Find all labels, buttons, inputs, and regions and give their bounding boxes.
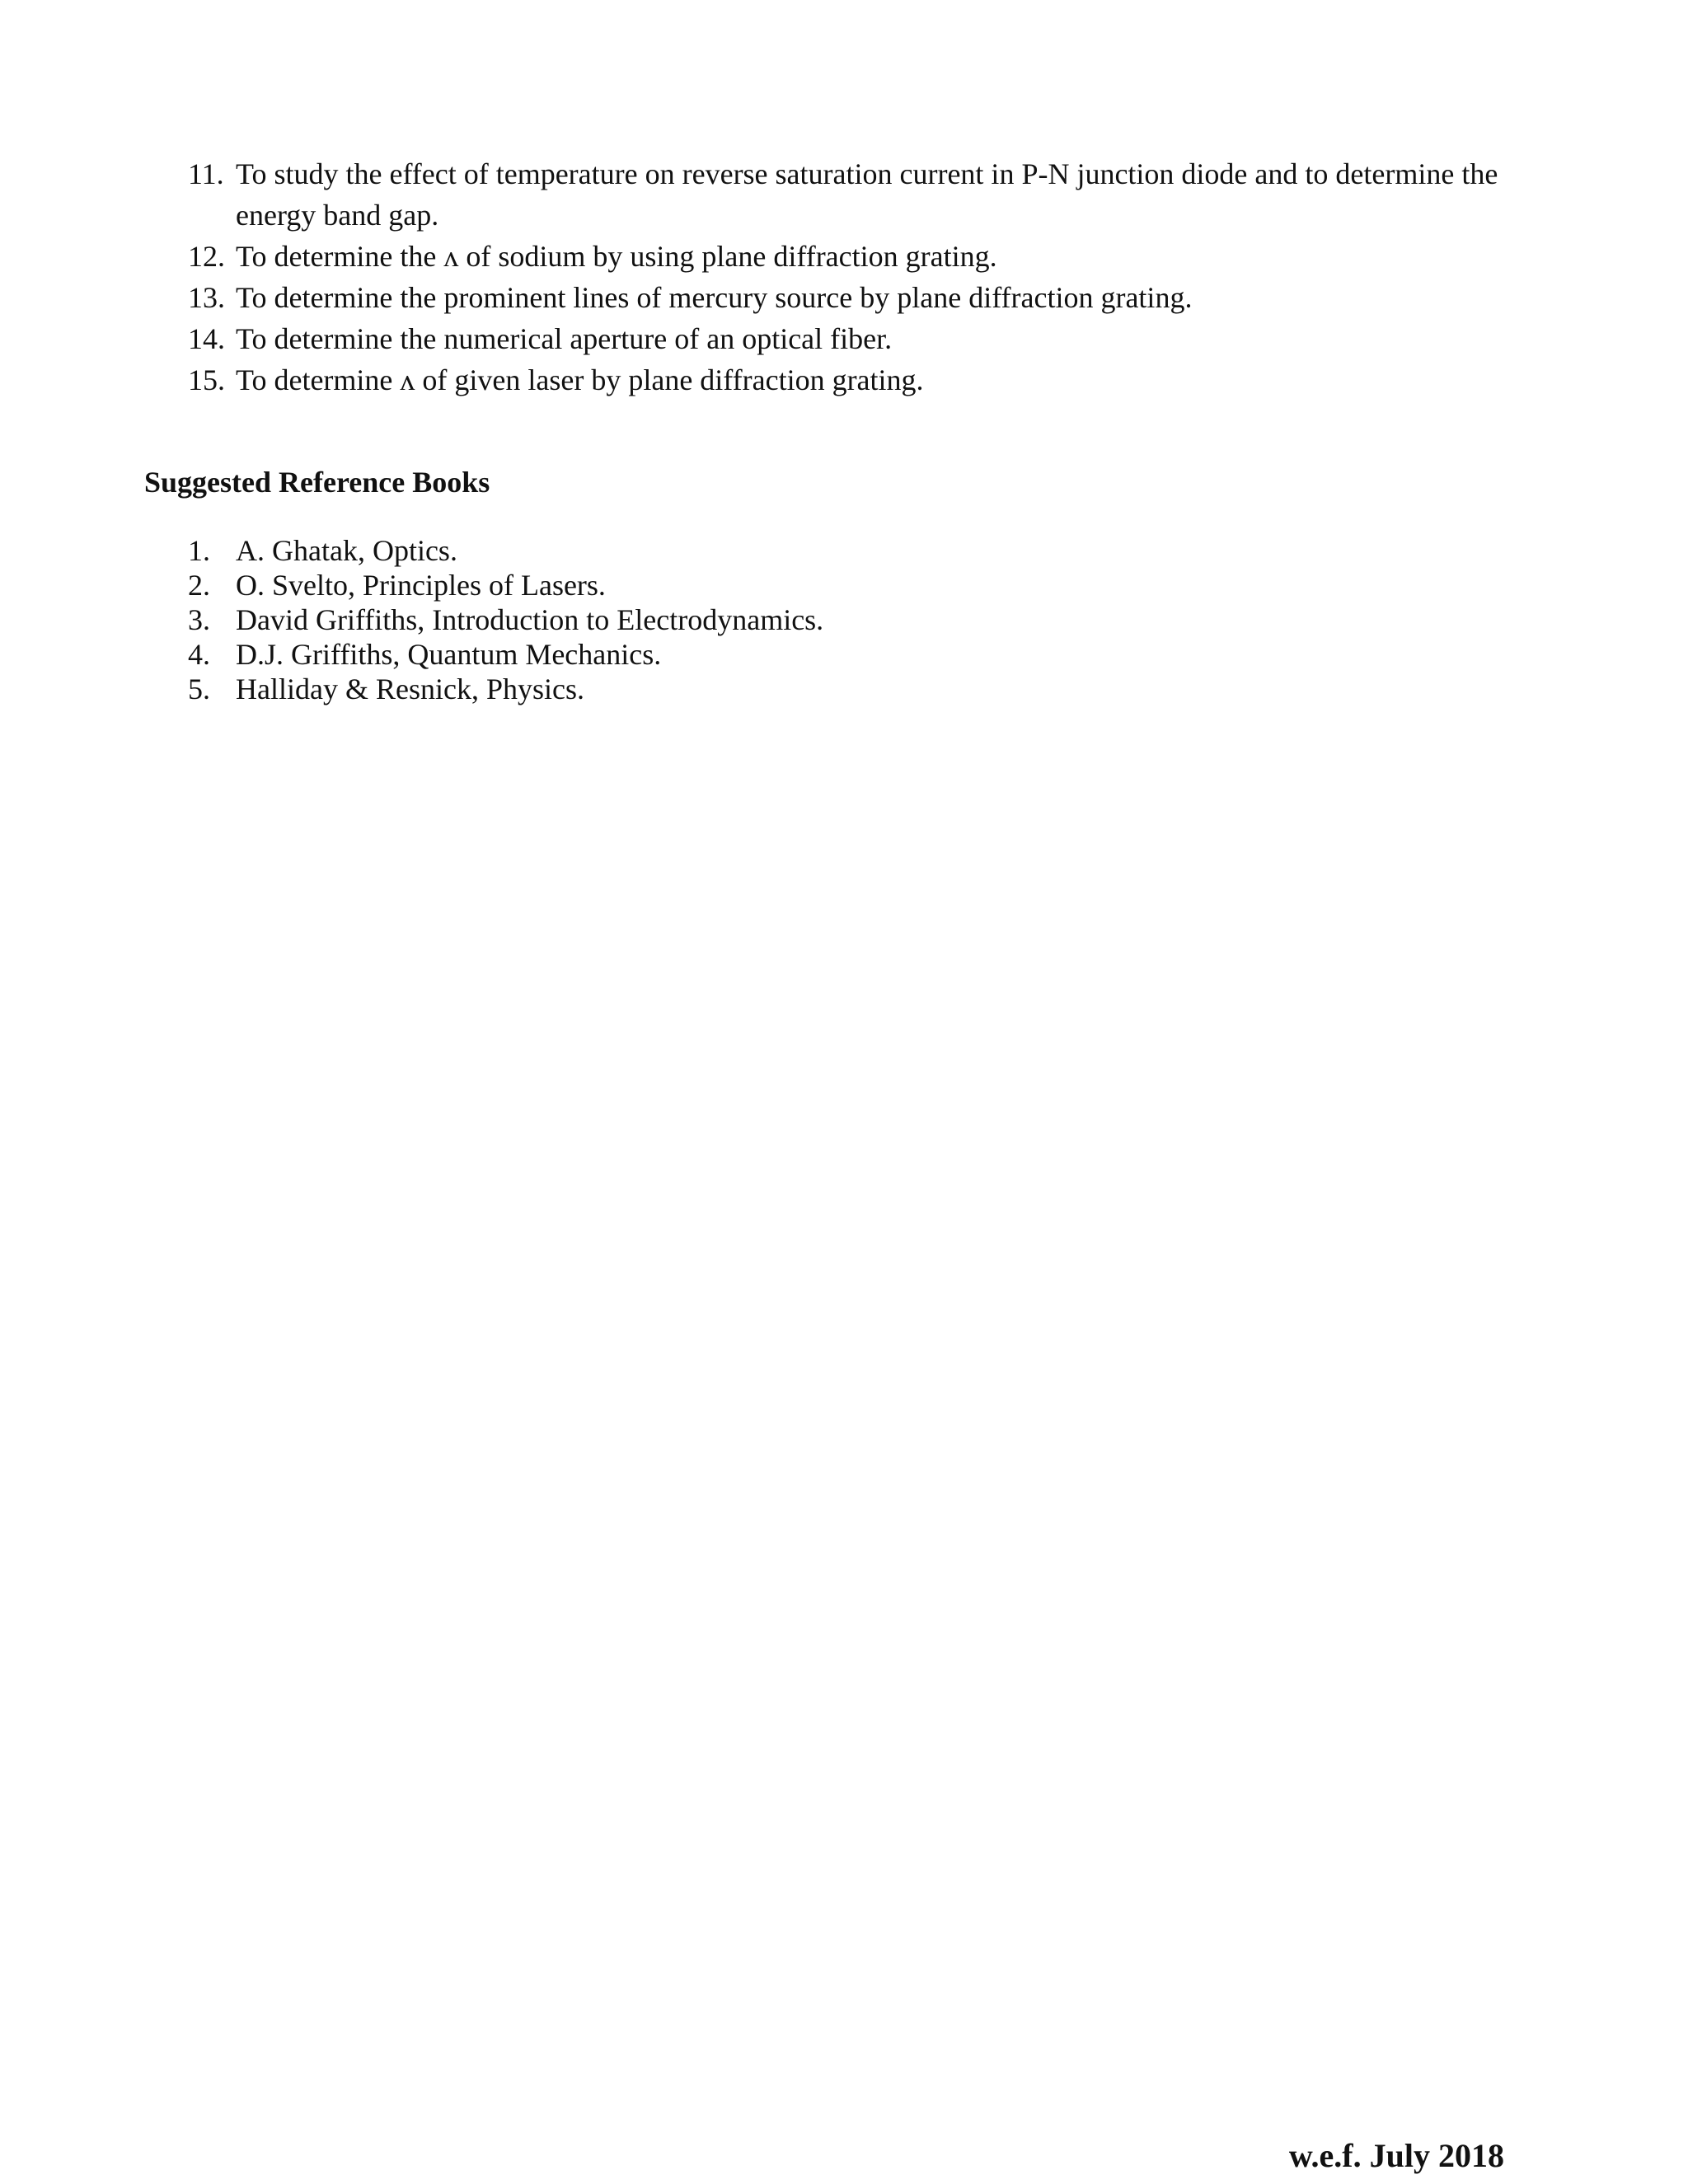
list-item-text: Halliday & Resnick, Physics. <box>236 673 584 705</box>
list-item-text: D.J. Griffiths, Quantum Mechanics. <box>236 638 662 671</box>
list-item-number: 4. <box>188 638 210 671</box>
list-item-text: To determine ʌ of given laser by plane diffraction grating. <box>236 363 924 396</box>
list-item <box>188 533 1342 568</box>
list-item <box>188 153 1507 236</box>
list-item <box>188 359 1507 401</box>
list-item <box>188 318 1507 359</box>
list-item-number: 13. <box>188 281 225 314</box>
reference-book-list <box>188 533 1342 706</box>
list-item-text: O. Svelto, Principles of Lasers. <box>236 569 606 602</box>
list-item-number: 5. <box>188 673 210 705</box>
list-item-number: 1. <box>188 534 210 567</box>
list-item-text: David Griffiths, Introduction to Electrodynamics. <box>236 603 824 636</box>
section-heading-references: Suggested Reference Books <box>144 466 490 499</box>
list-item-number: 2. <box>188 569 210 602</box>
list-item-text: To determine the numerical aperture of an optical fiber. <box>236 322 893 355</box>
list-item-text: To study the effect of temperature on reverse saturation current in P-N junction diode and to determine the energy band gap. <box>236 157 1498 232</box>
list-item-text: To determine the ʌ of sodium by using plane diffraction grating. <box>236 240 997 273</box>
list-item <box>188 236 1507 277</box>
list-item <box>188 672 1342 706</box>
list-item-number: 11. <box>188 157 224 190</box>
list-item <box>188 568 1342 602</box>
experiment-list <box>188 153 1507 401</box>
list-item <box>188 637 1342 672</box>
list-item <box>188 277 1507 318</box>
list-item-number: 3. <box>188 603 210 636</box>
list-item-number: 14. <box>188 322 225 355</box>
list-item-text: To determine the prominent lines of mercury source by plane diffraction grating. <box>236 281 1193 314</box>
list-item-number: 12. <box>188 240 225 273</box>
list-item-number: 15. <box>188 363 225 396</box>
list-item-text: A. Ghatak, Optics. <box>236 534 457 567</box>
list-item <box>188 602 1342 637</box>
effective-date-footer: w.e.f. July 2018 <box>1288 2137 1504 2174</box>
